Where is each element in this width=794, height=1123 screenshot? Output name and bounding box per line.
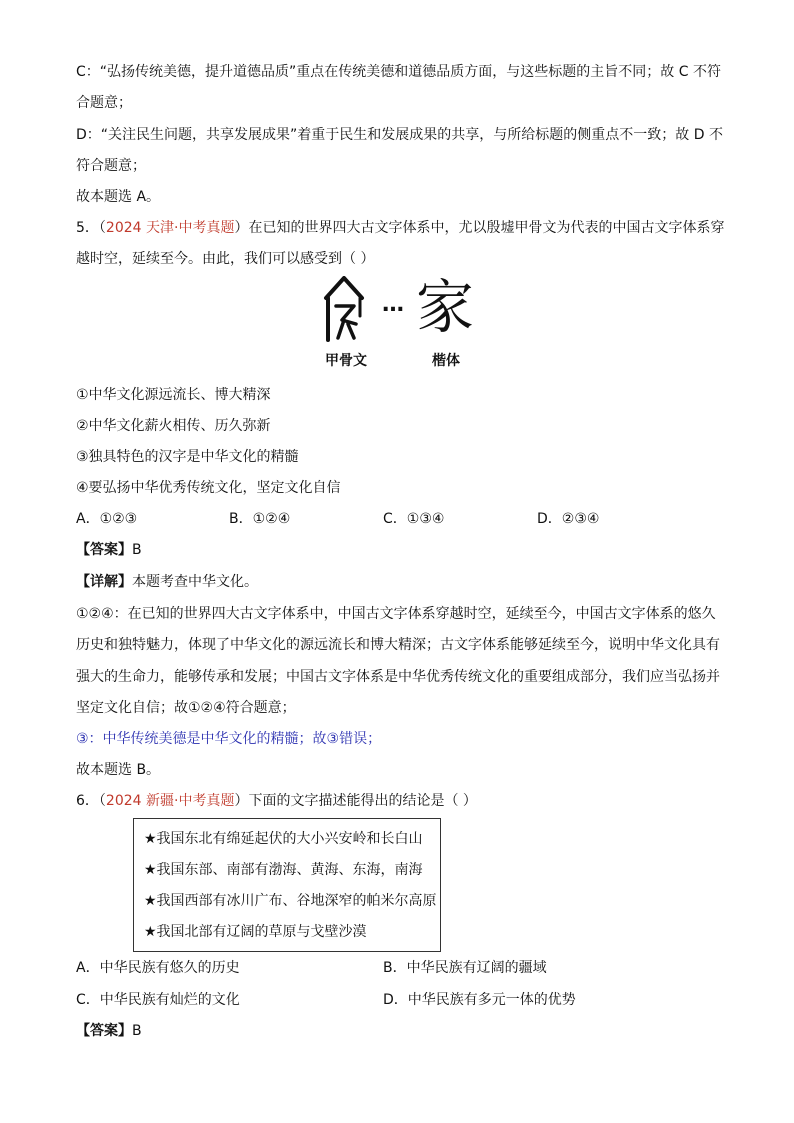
q6-stem: [76, 791, 477, 811]
q5-explanation-line3: 强大的生命力，能够传承和发展；中国古文字体系是中华优秀传统文化的重要组成部分，我们应当弘扬并: [76, 669, 720, 685]
figure-label-oracle: 甲骨文: [325, 353, 367, 369]
q6-option-a: A．中华民族有悠久的历史: [76, 960, 240, 976]
q6-answer: [76, 1021, 142, 1041]
q5-explanation-line4: 坚定文化自信；故①②④符合题意；: [76, 700, 296, 716]
q6-box-item-2: ★我国东部、南部有渤海、黄海、东海，南海: [144, 862, 423, 878]
figure-ellipsis: …: [382, 292, 404, 317]
q5-stem-line1: [76, 218, 724, 238]
q6-option-d: D．中华民族有多元一体的优势: [383, 992, 576, 1008]
q6-answer-value: B: [132, 1023, 142, 1039]
q6-box-item-4: ★我国北部有辽阔的草原与戈壁沙漠: [144, 924, 367, 940]
q6-answer-tag: 【答案】: [76, 1023, 132, 1039]
q5-option-a: A．①②③: [76, 511, 138, 527]
q5-source: 2024 天津·中考真题: [105, 220, 235, 236]
q5-option-c: C．①③④: [383, 511, 445, 527]
q6-source: 2024 新疆·中考真题: [105, 793, 235, 809]
oracle-bone-character-icon: [320, 276, 368, 344]
q5-option-b: B．①②④: [229, 511, 291, 527]
q5-answer-tag: 【答案】: [76, 542, 132, 558]
q5-explanation-line1: ①②④：在已知的世界四大古文字体系中，中国古文字体系穿越时空，延续至今，中国古文字体系的悠久: [76, 606, 716, 622]
q6-box-item-1: ★我国东北有绵延起伏的大小兴安岭和长白山: [144, 831, 423, 847]
q5-number: 5．（: [76, 220, 106, 236]
q5-statement-1: ①中华文化源远流长、博大精深: [76, 387, 271, 403]
figure-modern-character: 家: [416, 273, 475, 341]
q5-detail-text: 本题考查中华文化。: [132, 574, 258, 590]
q5-answer-value: B: [132, 542, 142, 558]
prev-option-c-line2: 合题意；: [76, 95, 132, 111]
q5-conclusion: 故本题选 B。: [76, 762, 161, 778]
prev-conclusion: 故本题选 A。: [76, 189, 161, 205]
q5-answer: [76, 540, 142, 560]
q6-box-item-3: ★我国西部有冰川广布、谷地深窄的帕米尔高原: [144, 893, 437, 909]
q6-option-c: C．中华民族有灿烂的文化: [76, 992, 240, 1008]
figure-label-regular: 楷体: [432, 353, 460, 369]
q5-figure: [310, 272, 500, 372]
q5-explanation-line2: 历史和独特魅力，体现了中华文化的源远流长和博大精深；古文字体系能够延续至今，说明中华文化具有: [76, 637, 720, 653]
q5-statement-4: ④要弘扬中华优秀传统文化，坚定文化自信: [76, 480, 341, 496]
q5-statement-2: ②中华文化薪火相传、历久弥新: [76, 418, 271, 434]
q6-material-box: [133, 818, 441, 952]
q5-option-d: D．②③④: [537, 511, 600, 527]
q5-source-close: ）: [234, 220, 249, 236]
q5-stem-text1: 在已知的世界四大古文字体系中，尤以殷墟甲骨文为代表的中国古文字体系穿: [248, 220, 725, 236]
q5-explanation-line5: ③：中华传统美德是中华文化的精髓；故③错误；: [76, 731, 382, 747]
q5-detail: [76, 572, 258, 592]
q6-source-close: ）: [234, 793, 249, 809]
q6-option-b: B．中华民族有辽阔的疆域: [383, 960, 547, 976]
q5-statement-3: ③独具特色的汉字是中华文化的精髓: [76, 449, 299, 465]
prev-option-d-line1: D：“关注民生问题，共享发展成果”着重于民生和发展成果的共享，与所给标题的侧重点不一致；故 D 不: [76, 127, 723, 143]
prev-option-c-line1: C：“弘扬传统美德，提升道德品质”重点在传统美德和道德品质方面，与这些标题的主旨不同；故 C 不符: [76, 64, 721, 80]
prev-option-d-line2: 符合题意；: [76, 158, 146, 174]
q6-number: 6．（: [76, 793, 106, 809]
q5-detail-tag: 【详解】: [76, 574, 132, 590]
q5-stem-line2: 越时空，延续至今。由此，我们可以感受到（ ）: [76, 251, 375, 267]
q6-stem-text: 下面的文字描述能得出的结论是（ ）: [248, 793, 477, 809]
